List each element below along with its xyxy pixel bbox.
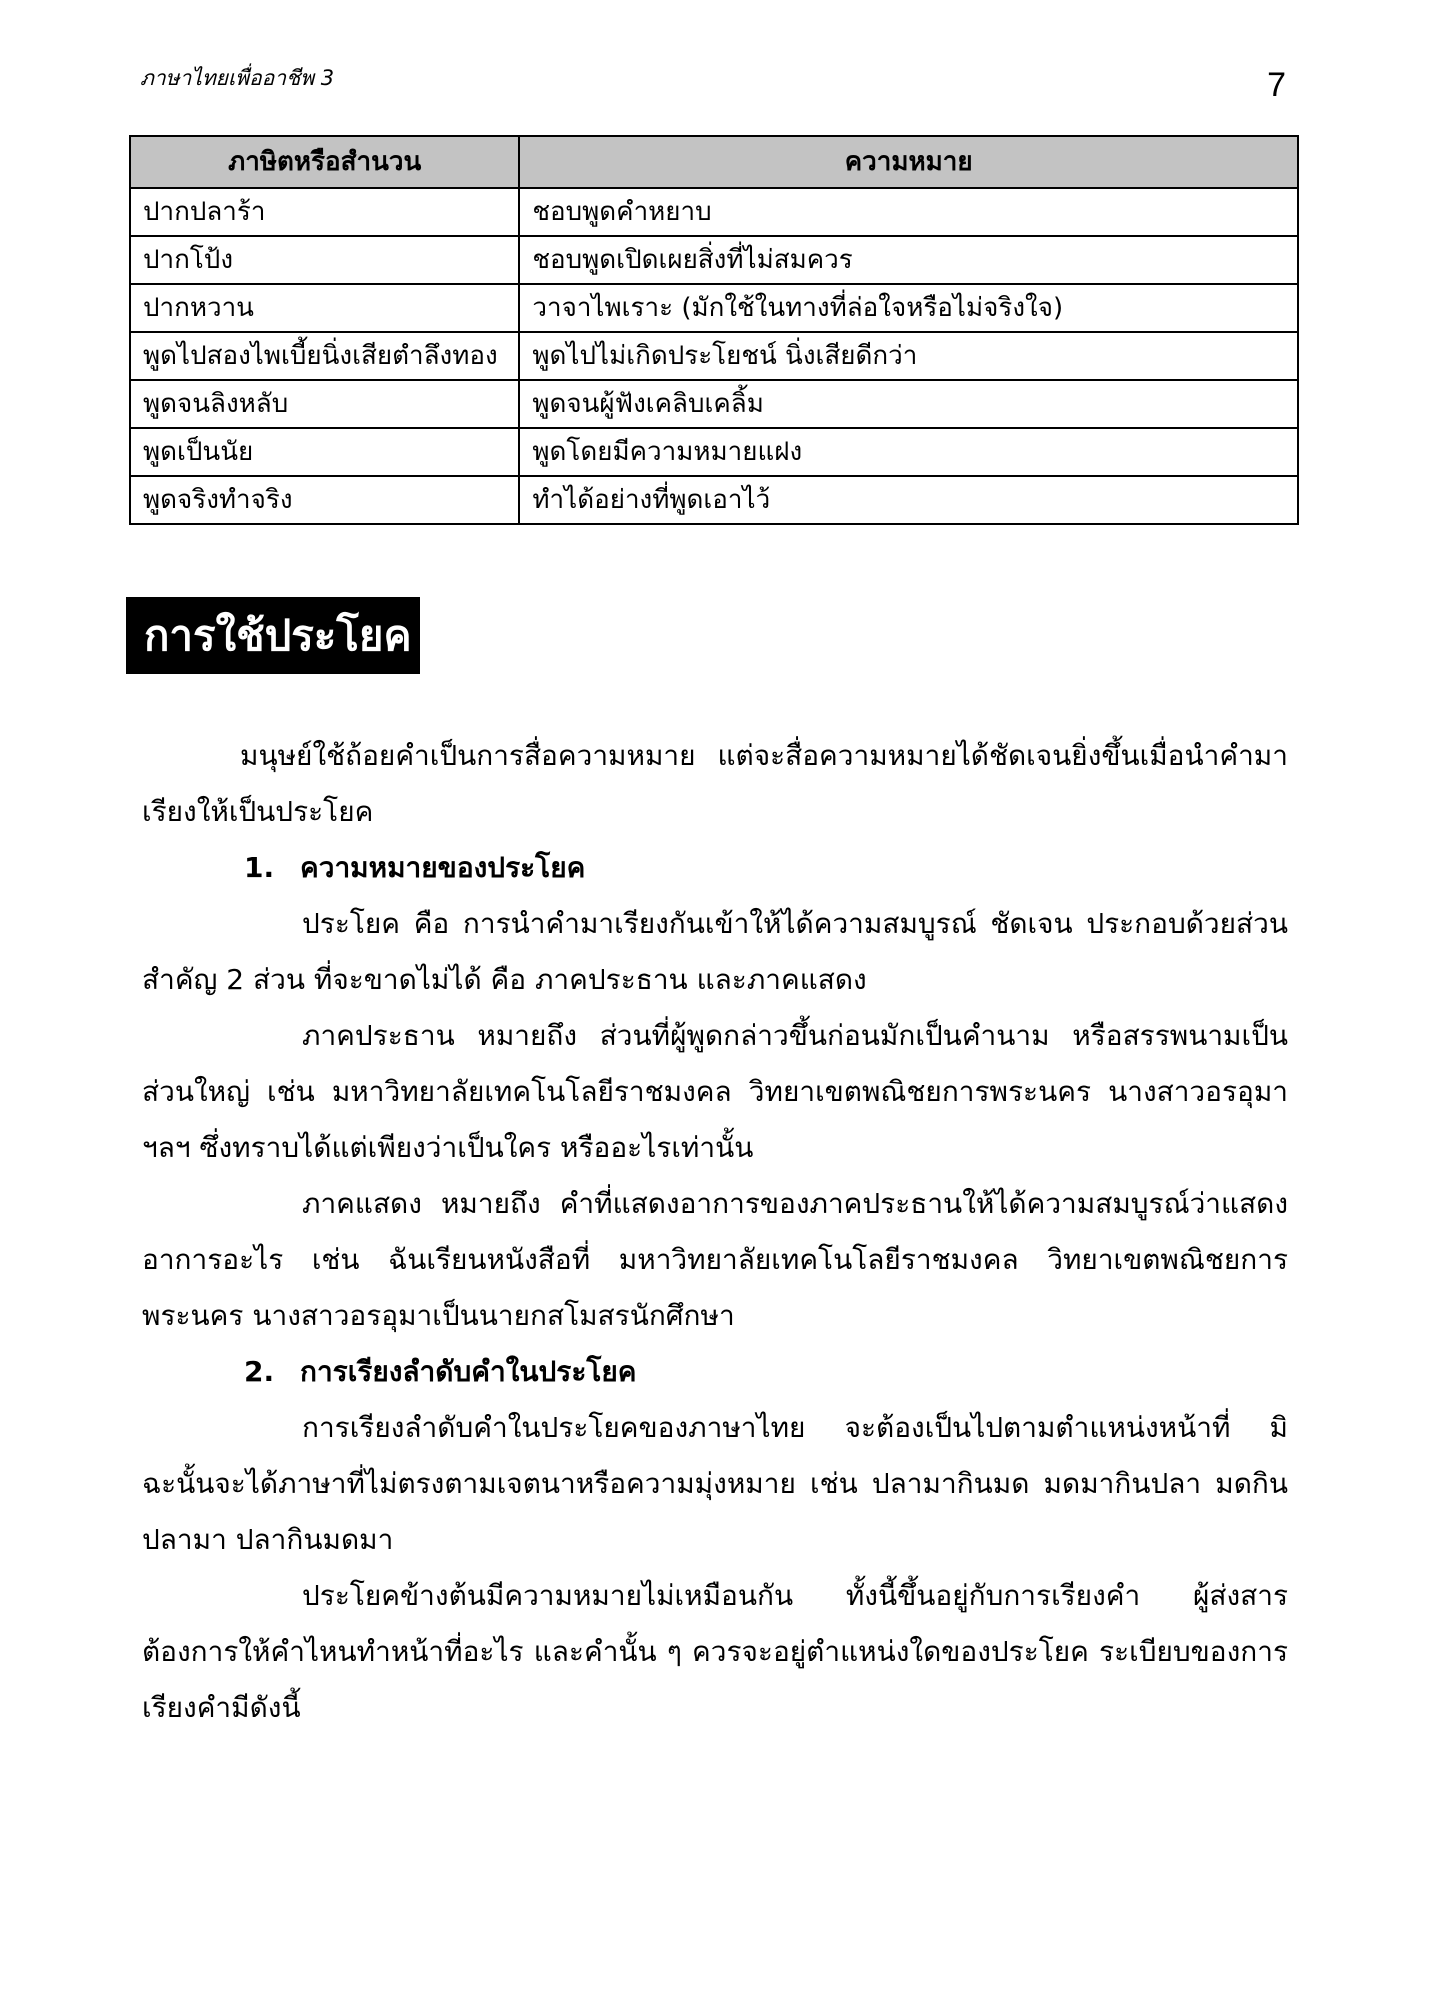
body-text	[142, 728, 1288, 1736]
table-row	[130, 188, 1298, 236]
paragraph: การเรียงลำดับคำในประโยคของภาษาไทย จะต้องเป็นไปตามตำแหน่งหน้าที่ มิฉะนั้นจะได้ภาษาที่ไม่ตรงตามเจตนาหรือความมุ่งหมาย เช่น ปลามากินมด มดมากินปลา มดกินปลามา ปลากินมดมา	[142, 1411, 1288, 1556]
idiom-cell: พูดจนลิงหลับ	[130, 380, 519, 428]
paragraph: ประโยคข้างต้นมีความหมายไม่เหมือนกัน ทั้งนี้ขึ้นอยู่กับการเรียงคำ ผู้ส่งสารต้องการให้คำไหนทำหน้าที่อะไร และคำนั้น ๆ ควรจะอยู่ตำแหน่งใดของประโยค ระเบียบของการเรียงคำมีดังนี้	[142, 1579, 1288, 1724]
table-header-row	[130, 136, 1298, 188]
subheading-title: ความหมายของประโยค	[300, 851, 586, 884]
table-row	[130, 476, 1298, 524]
table-row	[130, 380, 1298, 428]
idiom-cell: พูดไปสองไพเบี้ยนิ่งเสียตำลึงทอง	[130, 332, 519, 380]
section-heading: การใช้ประโยค	[126, 597, 420, 674]
subheading-number: 2.	[244, 1355, 275, 1388]
table-row	[130, 284, 1298, 332]
subheading-number: 1.	[244, 851, 275, 884]
idiom-cell: ปากปลาร้า	[130, 188, 519, 236]
column-header-meaning: ความหมาย	[519, 136, 1298, 188]
intro-paragraph: มนุษย์ใช้ถ้อยคำเป็นการสื่อความหมาย แต่จะสื่อความหมายได้ชัดเจนยิ่งขึ้นเมื่อนำคำมาเรียงให้เป็นประโยค	[142, 739, 1288, 828]
page-number: 7	[1267, 66, 1286, 104]
meaning-cell: ชอบพูดเปิดเผยสิ่งที่ไม่สมควร	[519, 236, 1298, 284]
table-row	[130, 236, 1298, 284]
subheading-title: การเรียงลำดับคำในประโยค	[300, 1355, 637, 1388]
idioms-table	[129, 135, 1299, 525]
meaning-cell: พูดโดยมีความหมายแฝง	[519, 428, 1298, 476]
column-header-idiom: ภาษิตหรือสำนวน	[130, 136, 519, 188]
meaning-cell: ชอบพูดคำหยาบ	[519, 188, 1298, 236]
paragraph: ภาคประธาน หมายถึง ส่วนที่ผู้พูดกล่าวขึ้นก่อนมักเป็นคำนาม หรือสรรพนามเป็นส่วนใหญ่ เช่น มหาวิทยาลัยเทคโนโลยีราชมงคล วิทยาเขตพณิชยการพระนคร นางสาวอรอุมา ฯลฯ ซึ่งทราบได้แต่เพียงว่าเป็นใคร หรืออะไรเท่านั้น	[142, 1019, 1288, 1164]
idiom-cell: พูดจริงทำจริง	[130, 476, 519, 524]
idiom-cell: พูดเป็นนัย	[130, 428, 519, 476]
idiom-cell: ปากโป้ง	[130, 236, 519, 284]
paragraph: ประโยค คือ การนำคำมาเรียงกันเข้าให้ได้ความสมบูรณ์ ชัดเจน ประกอบด้วยส่วนสำคัญ 2 ส่วน ที่จะขาดไม่ได้ คือ ภาคประธาน และภาคแสดง	[142, 907, 1288, 996]
running-header: ภาษาไทยเพื่ออาชีพ 3	[140, 66, 335, 90]
idiom-cell: ปากหวาน	[130, 284, 519, 332]
table-row	[130, 428, 1298, 476]
meaning-cell: พูดไปไม่เกิดประโยชน์ นิ่งเสียดีกว่า	[519, 332, 1298, 380]
subheading-word-order	[142, 1344, 1288, 1400]
table-row	[130, 332, 1298, 380]
subheading-meaning	[142, 840, 1288, 896]
meaning-cell: พูดจนผู้ฟังเคลิบเคลิ้ม	[519, 380, 1298, 428]
meaning-cell: วาจาไพเราะ (มักใช้ในทางที่ล่อใจหรือไม่จริงใจ)	[519, 284, 1298, 332]
paragraph: ภาคแสดง หมายถึง คำที่แสดงอาการของภาคประธานให้ได้ความสมบูรณ์ว่าแสดงอาการอะไร เช่น ฉันเรียนหนังสือที่ มหาวิทยาลัยเทคโนโลยีราชมงคล วิทยาเขตพณิชยการพระนคร นางสาวอรอุมาเป็นนายกสโมสรนักศึกษา	[142, 1187, 1288, 1332]
meaning-cell: ทำได้อย่างที่พูดเอาไว้	[519, 476, 1298, 524]
